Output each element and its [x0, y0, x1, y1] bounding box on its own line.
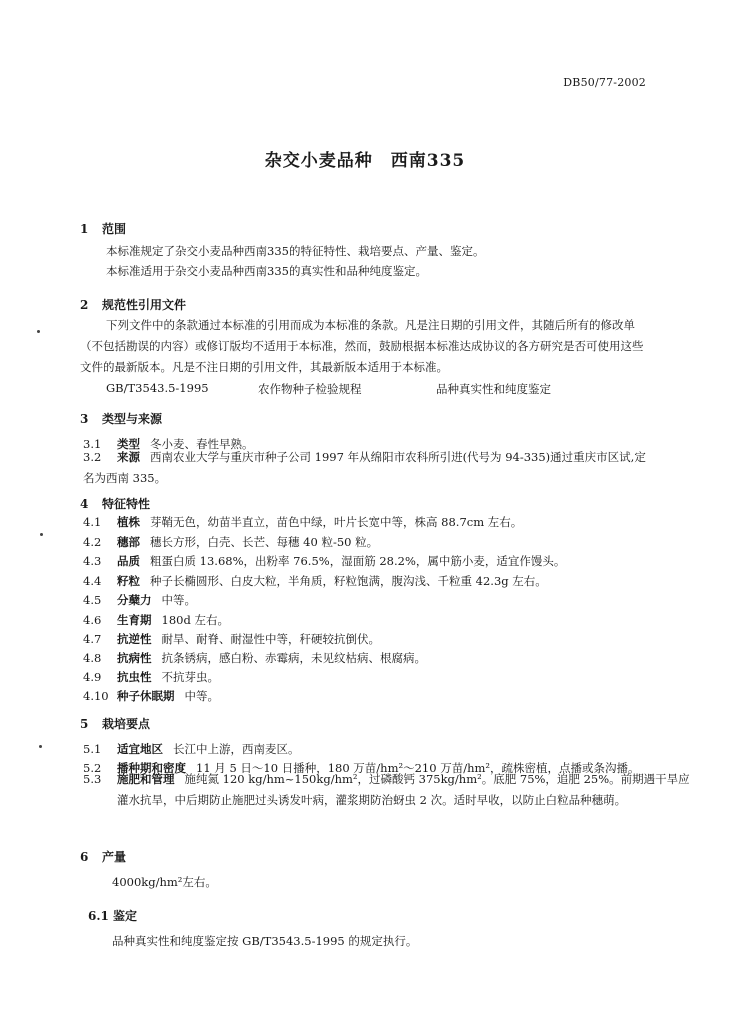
item-number: 3.2 — [83, 450, 102, 464]
reference-code: GB/T3543.5-1995 — [106, 381, 209, 395]
section-3-number: 3 — [80, 412, 89, 426]
reference-part: 品种真实性和纯度鉴定 — [436, 382, 551, 396]
section-2-title: 规范性引用文件 — [102, 298, 187, 312]
item-label: 施肥和管理 — [117, 772, 175, 786]
section-1-heading — [80, 220, 126, 237]
item-label: 品质 — [117, 554, 140, 568]
section-4-number: 4 — [80, 497, 89, 511]
document-id: DB50/77-2002 — [563, 76, 646, 89]
section-3-heading — [80, 410, 162, 427]
item-number: 5.2 — [83, 761, 102, 775]
section-2-body: 下列文件中的条款通过本标准的引用而成为本标准的条款。凡是注日期的引用文件，其随后所有的修改单（不包括勘误的内容）或修订版均不适用于本标准，然而，鼓励根据本标准达成协议的各方研究是否可使用这些文件的最新版本。凡是不注日期的引用文件，其最新版本适用于本标准。 — [80, 318, 644, 374]
section-5-number: 5 — [80, 717, 89, 731]
item-4-8 — [83, 650, 426, 666]
item-4-7 — [83, 631, 380, 647]
section-6-title: 产量 — [102, 850, 127, 864]
item-label: 类型 — [117, 437, 140, 451]
item-text: 中等。 — [184, 689, 219, 703]
item-3-2 — [83, 447, 655, 489]
item-number: 4.8 — [83, 651, 102, 665]
item-4-1 — [83, 514, 522, 530]
item-4-9 — [83, 669, 219, 685]
item-4-6 — [83, 612, 229, 628]
item-4-2 — [83, 534, 378, 550]
item-number: 3.1 — [83, 437, 102, 451]
scan-speck — [39, 745, 42, 748]
item-5-1 — [83, 741, 300, 757]
scan-speck — [37, 330, 40, 333]
section-1-number: 1 — [80, 222, 89, 236]
item-text: 施纯氮 120 kg/hm~150kg/hm²，过磷酸钙 375kg/hm²。底肥 75%，追肥 25%。前期遇干旱应灌水抗旱，中后期防止施肥过头诱发叶病，灌浆期防治蚜虫 2 次。适时早收，以防止白粒品种穗萌。 — [117, 772, 690, 807]
item-number: 5.3 — [83, 772, 102, 786]
section-6-1-heading: 6.1 鉴定 — [88, 909, 138, 923]
section-1-para-1: 本标准规定了杂交小麦品种西南335的特征特性、栽培要点、产量、鉴定。 — [106, 244, 485, 258]
section-2-number: 2 — [80, 298, 89, 312]
item-number: 4.1 — [83, 515, 102, 529]
section-6-heading — [80, 848, 126, 865]
item-number: 4.5 — [83, 593, 102, 607]
item-number: 4.3 — [83, 554, 102, 568]
item-number: 4.4 — [83, 574, 102, 588]
item-text: 不抗芽虫。 — [161, 670, 219, 684]
scan-speck — [40, 533, 43, 536]
item-number: 4.6 — [83, 613, 102, 627]
reference-name: 农作物种子检验规程 — [258, 382, 362, 396]
item-label: 籽粒 — [117, 574, 140, 588]
item-text: 长江中上游，西南麦区。 — [173, 742, 300, 756]
item-number: 5.1 — [83, 742, 102, 756]
item-text: 冬小麦、春性早熟。 — [150, 437, 254, 451]
item-number: 4.2 — [83, 535, 102, 549]
section-4-title: 特征特性 — [102, 497, 151, 511]
item-number: 4.10 — [83, 689, 109, 703]
item-number: 4.9 — [83, 670, 102, 684]
document-title: 杂交小麦品种 西南335 — [264, 151, 466, 171]
section-1-para-2: 本标准适用于杂交小麦品种西南335的真实性和品种纯度鉴定。 — [106, 264, 427, 278]
item-text: 粗蛋白质 13.68%，出粉率 76.5%，湿面筋 28.2%，属中筋小麦，适宜作馒头。 — [150, 554, 566, 568]
item-label: 播种期和密度 — [117, 761, 186, 775]
section-1-title: 范围 — [102, 222, 127, 236]
item-4-5 — [83, 592, 196, 608]
item-text: 中等。 — [161, 593, 196, 607]
section-2-heading — [80, 296, 186, 313]
section-4-heading — [80, 495, 150, 512]
item-label: 抗虫性 — [117, 670, 152, 684]
item-text: 抗条锈病，感白粉、赤霉病，未见纹枯病、根腐病。 — [161, 651, 426, 665]
section-3-title: 类型与来源 — [102, 412, 163, 426]
item-4-10 — [83, 688, 219, 704]
item-text: 穗长方形，白壳、长芒、每穗 40 粒-50 粒。 — [150, 535, 379, 549]
item-number: 4.7 — [83, 632, 102, 646]
item-label: 抗逆性 — [117, 632, 152, 646]
item-text: 芽鞘无色，幼苗半直立，苗色中绿，叶片长宽中等，株高 88.7cm 左右。 — [150, 515, 523, 529]
item-label: 抗病性 — [117, 651, 152, 665]
item-4-4 — [83, 573, 547, 589]
section-5-heading — [80, 715, 150, 732]
item-label: 种子休眠期 — [117, 689, 175, 703]
item-text: 种子长椭圆形、白皮大粒，半角质，籽粒饱满，腹沟浅、千粒重 42.3g 左右。 — [150, 574, 547, 588]
item-text: 11 月 5 日～10 日播种，180 万苗/hm²～210 万苗/hm²，疏株密植，点播或条沟播。 — [196, 761, 640, 775]
section-6-text: 4000kg/hm²左右。 — [112, 875, 217, 889]
item-text: 西南农业大学与重庆市种子公司 1997 年从绵阳市农科所引进(代号为 94-335)通过重庆市区试,定名为西南 335。 — [83, 450, 646, 485]
item-label: 分蘖力 — [117, 593, 152, 607]
section-6-1-text: 品种真实性和纯度鉴定按 GB/T3543.5-1995 的规定执行。 — [112, 934, 418, 948]
item-text: 耐旱、耐脊、耐湿性中等，秆硬较抗倒伏。 — [161, 632, 380, 646]
section-6-number: 6 — [80, 850, 89, 864]
section-5-title: 栽培要点 — [102, 717, 151, 731]
item-label: 来源 — [117, 450, 140, 464]
item-label: 适宜地区 — [117, 742, 163, 756]
item-text: 180d 左右。 — [161, 613, 229, 627]
item-label: 生育期 — [117, 613, 152, 627]
item-5-3 — [83, 769, 692, 811]
item-4-3 — [83, 553, 565, 569]
item-label: 穗部 — [117, 535, 140, 549]
item-label: 植株 — [117, 515, 140, 529]
